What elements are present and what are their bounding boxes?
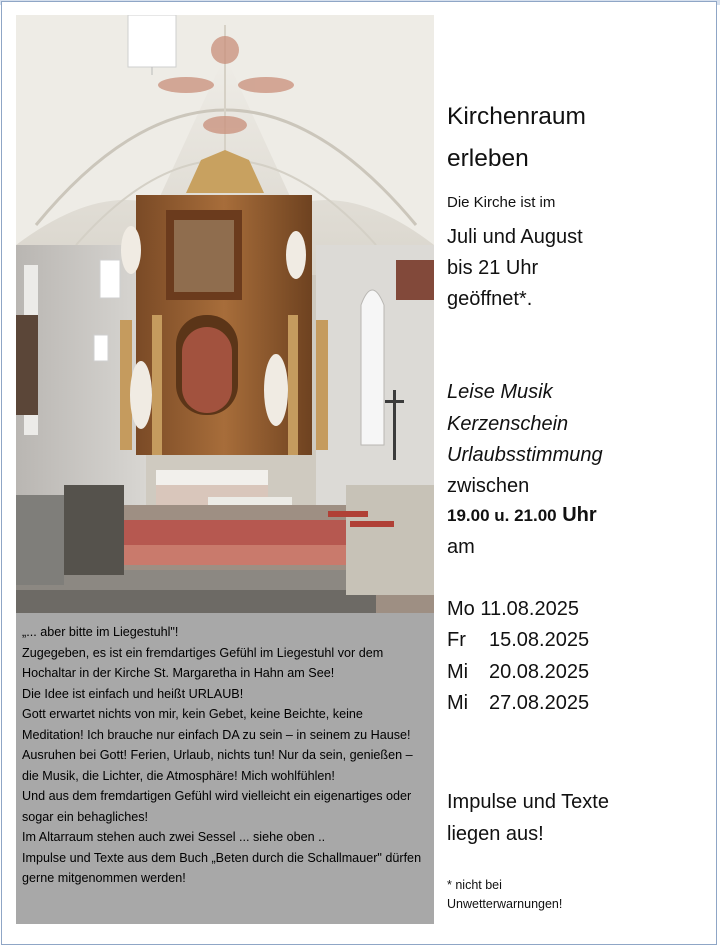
story-paragraph: Die Idee ist einfach und heißt URLAUB! bbox=[22, 686, 244, 701]
event-time bbox=[447, 504, 597, 527]
opening-line: geöffnet*. bbox=[447, 288, 533, 310]
story-quote: „... aber bitte im Liegestuhl"! bbox=[22, 625, 179, 639]
impulse-line: Impulse und Texte bbox=[447, 791, 609, 813]
impulse-line: liegen aus! bbox=[447, 822, 544, 845]
time-unit: Uhr bbox=[562, 504, 597, 526]
mood-line: Leise Musik bbox=[447, 381, 553, 403]
date-row bbox=[447, 661, 589, 684]
story-text-box bbox=[16, 613, 434, 924]
on-label: am bbox=[447, 536, 475, 558]
story-paragraph: Gott erwartet nichts von mir, kein Gebet, keine Beichte, keine Meditation! Ich brauche nur einfach DA zu sein – in seinem zu Hause! Ausruhen bei Gott! Ferien, Urlaub, nichts tun! Nur da sein, genießen – die Musik, die Lichter, die Atmosphäre! Mich wohlfühlen! bbox=[22, 707, 413, 783]
date-value: 27.08.2025 bbox=[489, 692, 590, 714]
opening-times bbox=[447, 222, 583, 315]
date-day: Fr bbox=[447, 629, 466, 651]
date-value: 20.08.2025 bbox=[489, 661, 590, 683]
date-row bbox=[447, 629, 589, 652]
footnote-line: Unwetterwarnungen! bbox=[447, 897, 563, 911]
story-paragraph: Zugegeben, es ist ein fremdartiges Gefühl im Liegestuhl vor dem Hochaltar in der Kirche St. Margaretha in Hahn am See! bbox=[22, 645, 384, 680]
opening-line: bis 21 Uhr bbox=[447, 257, 539, 279]
mood-list bbox=[447, 377, 603, 472]
date-row bbox=[447, 598, 579, 621]
story-paragraph: Im Altarraum stehen auch zwei Sessel ... siehe oben .. bbox=[22, 830, 326, 844]
date-value: 11.08.2025 bbox=[480, 598, 579, 620]
mood-line: Kerzenschein bbox=[447, 412, 569, 435]
mood-line: Urlaubsstimmung bbox=[447, 444, 603, 466]
church-altar-image bbox=[16, 15, 434, 613]
date-value: 15.08.2025 bbox=[489, 629, 590, 651]
page-title bbox=[447, 96, 586, 180]
intro-small-text: Die Kirche ist im bbox=[447, 194, 556, 211]
date-day: Mi bbox=[447, 692, 469, 714]
title-line: erleben bbox=[447, 145, 529, 172]
footnote bbox=[447, 876, 562, 914]
date-row bbox=[447, 692, 589, 715]
impulse-note bbox=[447, 787, 609, 850]
footnote-line: * nicht bei bbox=[447, 878, 502, 892]
time-range: 19.00 u. 21.00 bbox=[447, 506, 557, 525]
title-line: Kirchenraum bbox=[447, 103, 586, 130]
date-day: Mo bbox=[447, 598, 475, 620]
opening-line: Juli und August bbox=[447, 226, 583, 248]
story-paragraph: Und aus dem fremdartigen Gefühl wird vielleicht ein eigenartiges oder sogar ein behagliches! bbox=[22, 789, 412, 824]
church-interior-photo bbox=[16, 15, 434, 613]
story-paragraph: Impulse und Texte aus dem Buch „Beten durch die Schallmauer" dürfen gerne mitgenommen werden! bbox=[22, 850, 422, 885]
between-label: zwischen bbox=[447, 475, 530, 497]
date-day: Mi bbox=[447, 661, 469, 683]
